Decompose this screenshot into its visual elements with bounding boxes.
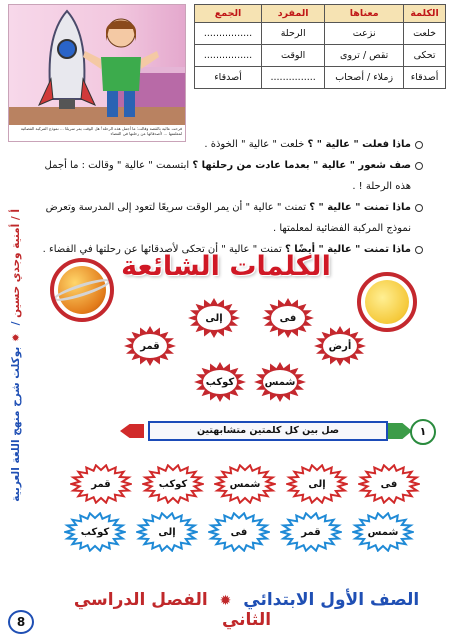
match-word-top[interactable] [70,464,132,504]
table-cell: خلعت [404,23,446,45]
side-band-separator: / [10,321,22,325]
red-arrow-icon [120,424,144,438]
match-word-label: كوكب [80,526,110,538]
table-cell: ............... [262,67,325,89]
header-singular: المفرد [262,5,325,23]
side-band-author: أ / أمنية وجدي حسين [10,208,22,318]
task-number: ١ [410,419,436,445]
match-word-top[interactable] [286,464,348,504]
illustration-caption: فرحت عالية بالقصة وقالت: ما أجمل هذه الرحلة! هل الوقت يمر سريعًا ... نموذج المركبة الفضائية لمعلمتها ... لأصدقائها عن رحلتها في الفضاء [9,125,185,141]
common-word-label: شمس [264,376,296,388]
question-list [30,134,423,260]
match-word-label: قمر [301,526,321,538]
task-instruction: صل بين كل كلمتين متشابهتين [148,421,388,441]
table-cell: أصدقاء [404,67,446,89]
green-arrow-icon [388,423,412,439]
bullet-icon [415,204,423,212]
table-cell: زملاء / أصحاب [325,67,404,89]
match-word-top[interactable] [214,464,276,504]
sun-icon: ✹ [10,330,21,342]
table-cell: الرحلة [262,23,325,45]
section-heading: الكلمات الشائعة [121,251,331,282]
table-row [195,67,446,89]
match-word-top[interactable] [358,464,420,504]
match-word-label: كوكب [158,478,188,490]
answer-text: تمنت " عالية " أن تحكى لأصدقائها عن رحلتها في الفضاء . [42,244,285,255]
header-word: الكلمة [404,5,446,23]
planet-icon [58,266,106,314]
table-row [195,23,446,45]
match-word-label: إلى [308,478,326,490]
answer-text: ابتسمت " عالية " وقالت : ما أجمل هذه الرحلة ! . [44,160,411,192]
question-item [30,197,423,239]
table-cell: أصدقاء [195,67,262,89]
bullet-icon [415,141,423,149]
match-word-label: قمر [91,478,111,490]
common-word-burst [314,326,366,366]
table-cell: تحكى [404,45,446,67]
side-band-title: بوكلت شرح منهج اللغة العربية [10,346,22,502]
page-footer [48,590,445,630]
table-cell: ................ [195,23,262,45]
table-row [195,45,446,67]
match-word-bottom[interactable] [208,512,270,552]
common-word-burst [124,326,176,366]
common-word-label: إلى [205,312,223,324]
match-word-label: إلى [158,526,176,538]
match-word-label: فى [230,526,248,538]
common-word-burst [262,298,314,338]
common-word-label: فى [279,312,297,324]
answer-text: تمنت " عالية " أن يمر الوقت سريعًا لتعود إلى المدرسة وتعرض نموذج المركبة الفضائية لمعلمتها . [45,202,411,234]
question-text: ماذا فعلت " عالية " ؟ [307,139,411,150]
header-meaning: معناها [325,5,404,23]
table-cell: ................ [195,45,262,67]
match-word-bottom[interactable] [136,512,198,552]
match-word-bottom[interactable] [64,512,126,552]
header-plural: الجمع [195,5,262,23]
moon-icon [365,280,409,324]
table-cell: تقص / تروى [325,45,404,67]
side-band-text [10,209,22,502]
footer-term: الفصل الدراسي الثاني [73,590,272,630]
match-word-label: شمس [367,526,399,538]
question-item [30,134,423,155]
table-cell: نزعت [325,23,404,45]
side-band [6,116,26,594]
bullet-icon [415,246,423,254]
question-text: ماذا تمنت " عالية " ؟ [309,202,411,213]
match-word-bottom[interactable] [352,512,414,552]
match-word-top[interactable] [142,464,204,504]
answer-text: خلعت " عالية " الخوذة . [204,139,308,150]
match-word-bottom[interactable] [280,512,342,552]
bullet-icon [415,162,423,170]
common-word-burst [254,362,306,402]
footer-grade: الصف الأول الابتدائي [243,590,420,610]
common-word-label: كوكب [205,376,235,388]
table-header-row [195,5,446,23]
story-illustration [8,4,186,142]
girl-figure [81,11,161,121]
question-text: ماذا تمنت " عالية " أيضًا ؟ [284,244,411,255]
page-number: 8 [8,610,34,634]
common-word-label: أرض [328,340,352,352]
common-word-burst [188,298,240,338]
common-word-burst [194,362,246,402]
question-text: صف شعور " عالية " بعدما عادت من رحلتها ؟ [192,160,411,171]
table-cell: الوقت [262,45,325,67]
vocabulary-table [194,4,446,89]
sun-icon: ✹ [219,593,232,609]
common-word-label: قمر [140,340,160,352]
match-word-label: شمس [229,478,261,490]
match-word-label: فى [380,478,398,490]
question-item [30,155,423,197]
